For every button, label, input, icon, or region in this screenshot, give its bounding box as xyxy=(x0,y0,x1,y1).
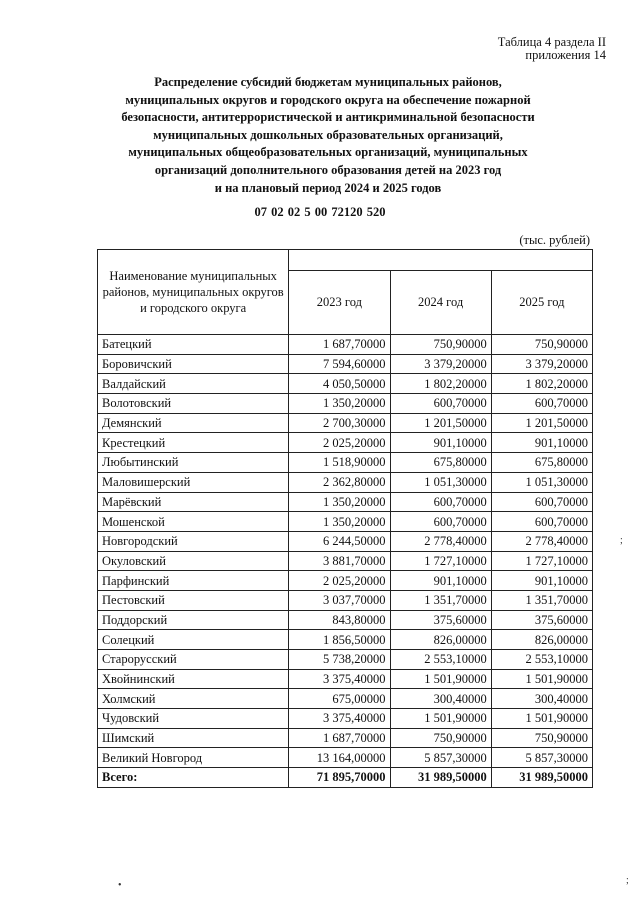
amount-cell-2024: 901,10000 xyxy=(390,433,491,453)
scan-mark: ; xyxy=(626,875,629,886)
table-ref-line1: Таблица 4 раздела II xyxy=(497,35,606,49)
district-name-cell: Боровичский xyxy=(98,354,289,374)
district-name-cell: Пестовский xyxy=(98,590,289,610)
amount-cell-2023: 1 687,70000 xyxy=(289,728,390,748)
district-name-cell: Чудовский xyxy=(98,709,289,729)
amount-cell-2023: 71 895,70000 xyxy=(289,768,390,788)
scan-mark: • xyxy=(118,880,122,891)
table-row xyxy=(98,748,593,768)
amount-cell-2025: 1 201,50000 xyxy=(491,413,592,433)
subsidy-table xyxy=(97,249,593,788)
district-name-cell: Великий Новгород xyxy=(98,748,289,768)
amount-cell-2025: 2 778,40000 xyxy=(491,531,592,551)
amount-cell-2025: 1 051,30000 xyxy=(491,472,592,492)
table-row xyxy=(98,590,593,610)
title-line: муниципальных дошкольных образовательных организаций, xyxy=(153,127,503,142)
amount-cell-2023: 843,80000 xyxy=(289,610,390,630)
total-row xyxy=(98,768,593,788)
district-name-cell: Солецкий xyxy=(98,630,289,650)
table-row xyxy=(98,394,593,414)
amount-cell-2023: 1 350,20000 xyxy=(289,512,390,532)
table-reference xyxy=(498,36,606,62)
name-column-header: Наименование муниципальных районов, муниципальных округов и городского округа xyxy=(98,250,289,335)
amount-cell-2023: 3 037,70000 xyxy=(289,590,390,610)
amount-cell-2023: 3 375,40000 xyxy=(289,709,390,729)
amount-cell-2024: 1 727,10000 xyxy=(390,551,491,571)
amount-cell-2025: 2 553,10000 xyxy=(491,650,592,670)
amount-cell-2025: 1 501,90000 xyxy=(491,709,592,729)
amount-cell-2024: 750,90000 xyxy=(390,728,491,748)
amount-cell-2023: 1 518,90000 xyxy=(289,453,390,473)
amount-cell-2025: 375,60000 xyxy=(491,610,592,630)
table-row xyxy=(98,453,593,473)
amount-cell-2024: 901,10000 xyxy=(390,571,491,591)
amount-cell-2025: 675,80000 xyxy=(491,453,592,473)
year-header-2023: 2023 год xyxy=(289,271,390,335)
table-row xyxy=(98,335,593,355)
amount-cell-2024: 1 351,70000 xyxy=(390,590,491,610)
table-row xyxy=(98,433,593,453)
title-line: муниципальных округов и городского округа на обеспечение пожарной xyxy=(125,92,531,107)
amount-cell-2025: 5 857,30000 xyxy=(491,748,592,768)
table-row xyxy=(98,571,593,591)
units-label: (тыс. рублей) xyxy=(519,233,590,247)
amount-cell-2023: 3 881,70000 xyxy=(289,551,390,571)
amount-cell-2025: 750,90000 xyxy=(491,728,592,748)
table-row xyxy=(98,551,593,571)
year-header-2025: 2025 год xyxy=(491,271,592,335)
district-name-cell: Всего: xyxy=(98,768,289,788)
amount-cell-2025: 826,00000 xyxy=(491,630,592,650)
title-line: муниципальных общеобразовательных организаций, муниципальных xyxy=(128,145,528,160)
amount-cell-2023: 5 738,20000 xyxy=(289,650,390,670)
amount-cell-2025: 600,70000 xyxy=(491,512,592,532)
district-name-cell: Марёвский xyxy=(98,492,289,512)
district-name-cell: Парфинский xyxy=(98,571,289,591)
table-row xyxy=(98,669,593,689)
table-row xyxy=(98,374,593,394)
amount-cell-2024: 2 553,10000 xyxy=(390,650,491,670)
budget-code: 07 02 02 5 00 72120 520 xyxy=(254,205,386,219)
table-row xyxy=(98,728,593,748)
amount-cell-2023: 13 164,00000 xyxy=(289,748,390,768)
table-row xyxy=(98,512,593,532)
amount-cell-2024: 1 501,90000 xyxy=(390,709,491,729)
district-name-cell: Холмский xyxy=(98,689,289,709)
amount-cell-2023: 1 856,50000 xyxy=(289,630,390,650)
table-row xyxy=(98,689,593,709)
table-row xyxy=(98,650,593,670)
district-name-cell: Хвойнинский xyxy=(98,669,289,689)
amount-cell-2024: 31 989,50000 xyxy=(390,768,491,788)
amount-cell-2024: 2 778,40000 xyxy=(390,531,491,551)
amount-cell-2025: 1 501,90000 xyxy=(491,669,592,689)
amount-cell-2023: 1 350,20000 xyxy=(289,492,390,512)
amount-cell-2023: 7 594,60000 xyxy=(289,354,390,374)
scan-mark: ; xyxy=(620,535,623,546)
amount-cell-2023: 6 244,50000 xyxy=(289,531,390,551)
district-name-cell: Поддорский xyxy=(98,610,289,630)
table-row xyxy=(98,472,593,492)
amount-cell-2023: 675,00000 xyxy=(289,689,390,709)
amount-cell-2024: 600,70000 xyxy=(390,492,491,512)
amount-cell-2023: 4 050,50000 xyxy=(289,374,390,394)
years-group-header xyxy=(289,250,593,271)
table-ref-line2: приложения 14 xyxy=(525,48,606,62)
district-name-cell: Новгородский xyxy=(98,531,289,551)
district-name-cell: Шимский xyxy=(98,728,289,748)
amount-cell-2023: 2 700,30000 xyxy=(289,413,390,433)
table-row xyxy=(98,531,593,551)
table-row xyxy=(98,413,593,433)
amount-cell-2025: 1 802,20000 xyxy=(491,374,592,394)
title-line: организаций дополнительного образования детей на 2023 год xyxy=(154,162,502,177)
amount-cell-2024: 5 857,30000 xyxy=(390,748,491,768)
amount-cell-2024: 600,70000 xyxy=(390,512,491,532)
amount-cell-2023: 1 687,70000 xyxy=(289,335,390,355)
title-line: безопасности, антитеррористической и антикриминальной безопасности xyxy=(121,110,535,125)
amount-cell-2024: 826,00000 xyxy=(390,630,491,650)
amount-cell-2025: 600,70000 xyxy=(491,394,592,414)
amount-cell-2024: 1 802,20000 xyxy=(390,374,491,394)
district-name-cell: Батецкий xyxy=(98,335,289,355)
amount-cell-2025: 750,90000 xyxy=(491,335,592,355)
amount-cell-2025: 300,40000 xyxy=(491,689,592,709)
amount-cell-2024: 750,90000 xyxy=(390,335,491,355)
amount-cell-2023: 3 375,40000 xyxy=(289,669,390,689)
amount-cell-2023: 2 025,20000 xyxy=(289,433,390,453)
district-name-cell: Окуловский xyxy=(98,551,289,571)
amount-cell-2024: 675,80000 xyxy=(390,453,491,473)
amount-cell-2024: 1 501,90000 xyxy=(390,669,491,689)
amount-cell-2024: 375,60000 xyxy=(390,610,491,630)
table-row xyxy=(98,610,593,630)
district-name-cell: Волотовский xyxy=(98,394,289,414)
title-line: и на плановый период 2024 и 2025 годов xyxy=(214,180,442,195)
district-name-cell: Маловишерский xyxy=(98,472,289,492)
amount-cell-2025: 1 727,10000 xyxy=(491,551,592,571)
amount-cell-2025: 1 351,70000 xyxy=(491,590,592,610)
amount-cell-2025: 901,10000 xyxy=(491,433,592,453)
amount-cell-2024: 600,70000 xyxy=(390,394,491,414)
amount-cell-2025: 31 989,50000 xyxy=(491,768,592,788)
amount-cell-2024: 300,40000 xyxy=(390,689,491,709)
amount-cell-2025: 600,70000 xyxy=(491,492,592,512)
amount-cell-2023: 1 350,20000 xyxy=(289,394,390,414)
district-name-cell: Крестецкий xyxy=(98,433,289,453)
year-header-2024: 2024 год xyxy=(390,271,491,335)
table-body xyxy=(98,335,593,788)
amount-cell-2023: 2 362,80000 xyxy=(289,472,390,492)
table-row xyxy=(98,709,593,729)
district-name-cell: Демянский xyxy=(98,413,289,433)
table-row xyxy=(98,492,593,512)
document-title xyxy=(88,74,568,197)
district-name-cell: Валдайский xyxy=(98,374,289,394)
table-row xyxy=(98,630,593,650)
amount-cell-2024: 1 051,30000 xyxy=(390,472,491,492)
amount-cell-2025: 3 379,20000 xyxy=(491,354,592,374)
amount-cell-2024: 1 201,50000 xyxy=(390,413,491,433)
amount-cell-2025: 901,10000 xyxy=(491,571,592,591)
district-name-cell: Мошенской xyxy=(98,512,289,532)
district-name-cell: Старорусский xyxy=(98,650,289,670)
title-line: Распределение субсидий бюджетам муниципальных районов, xyxy=(154,75,502,89)
district-name-cell: Любытинский xyxy=(98,453,289,473)
amount-cell-2024: 3 379,20000 xyxy=(390,354,491,374)
table-row xyxy=(98,354,593,374)
amount-cell-2023: 2 025,20000 xyxy=(289,571,390,591)
